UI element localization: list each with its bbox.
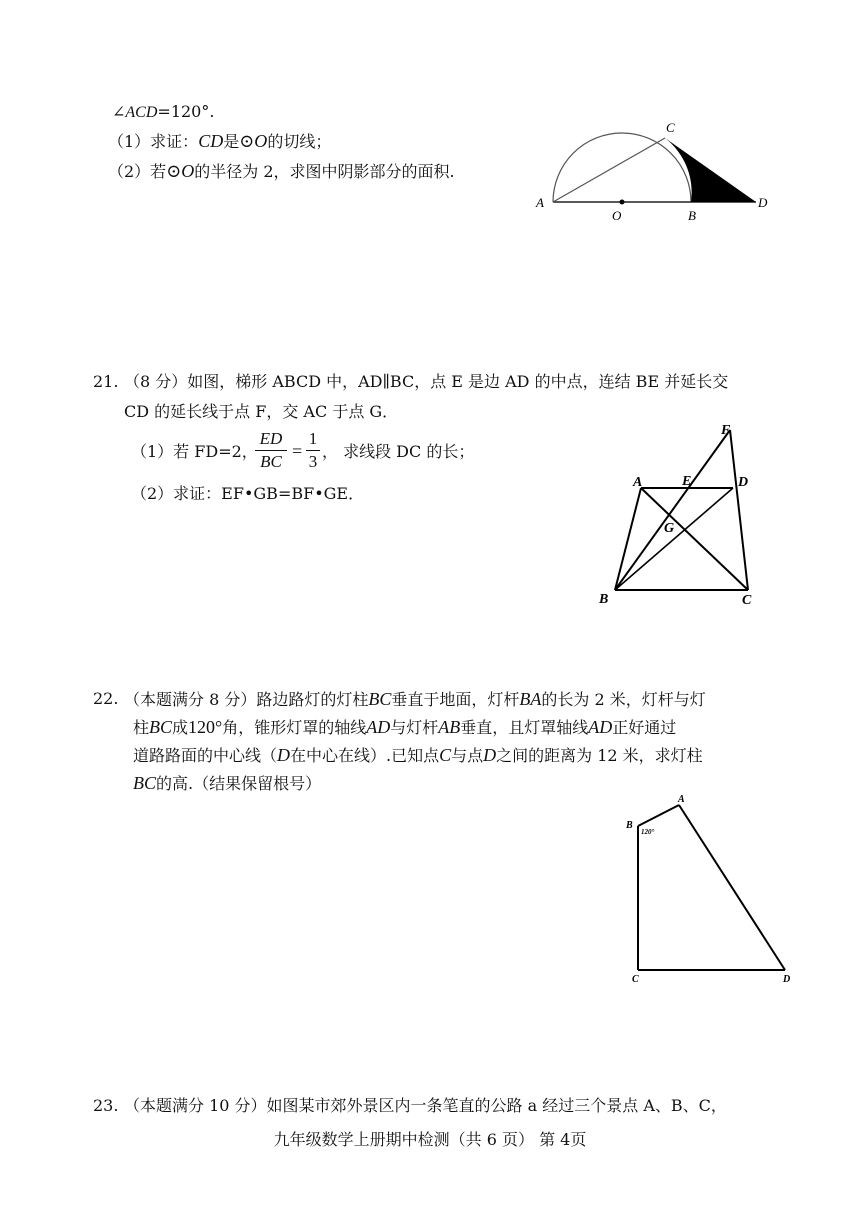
q23-line1: （本题满分 10 分）如图某市郊外景区内一条笔直的公路 a 经过三个景点 A、B、C，	[124, 1096, 727, 1115]
q21-equals: =	[292, 441, 303, 461]
q20-part1-suffix: 的切线；	[267, 132, 332, 151]
q21-label-c: C	[742, 593, 752, 608]
q21-frac2-bar	[306, 450, 320, 451]
q22-line2	[133, 716, 676, 739]
q21-line-ab	[615, 488, 641, 590]
q21-line-cf	[730, 430, 748, 590]
angle-var: ACD	[125, 104, 158, 121]
q22-l1-e: 的长为 2 米，灯杆与灯	[541, 690, 706, 709]
q22-line4	[133, 772, 321, 795]
q21-line-bf	[615, 430, 730, 590]
q22-l2-c: 成	[172, 718, 189, 737]
q21-frac2-den: 3	[308, 452, 318, 471]
q22-l2-g: 与灯杆	[390, 718, 439, 737]
q20-part1-circle: ⊙O	[239, 131, 268, 151]
q20-part2	[108, 160, 455, 183]
q21-line-bd	[615, 488, 733, 590]
q21-figure	[590, 415, 770, 610]
q22-l3-c: 在中心在线）.已知点	[290, 746, 440, 765]
q22-l1-ba: BA	[519, 689, 542, 709]
q20-chord-ac	[553, 138, 665, 202]
q22-l4-bc: BC	[133, 773, 157, 793]
q20-semicircle	[553, 133, 691, 202]
q22-l3-d: D	[277, 745, 291, 765]
q22-label-c: C	[632, 974, 639, 985]
q20-label-d: D	[758, 195, 768, 210]
angle-symbol: ∠	[112, 102, 126, 121]
q22-l1-bc: BC	[368, 689, 392, 709]
q20-center-point	[620, 200, 625, 205]
q21-part1-prefix: （1）若 FD=2，	[131, 442, 258, 461]
q20-part1-prefix: （1）求证：	[108, 132, 199, 151]
q22-l2-ad2: AD	[588, 717, 613, 737]
q21-line2: CD 的延长线于点 F，交 AC 于点 G．	[124, 402, 399, 421]
q22-l1-a: （本题满分 8 分）路边路灯的灯柱	[124, 690, 369, 709]
angle-value: =120°.	[157, 102, 215, 121]
q21-part1-suffix: ， 求线段 DC 的长；	[322, 442, 475, 461]
q20-part2-suffix: 的半径为 2，求图中阴影部分的面积.	[194, 162, 455, 181]
q22-l3-point-c: C	[439, 745, 452, 765]
q21-line-ac	[641, 488, 748, 590]
q20-part2-prefix: （2）若	[108, 162, 167, 181]
q22-line3	[133, 744, 703, 767]
q22-l2-i: 垂直，且灯罩轴线	[460, 718, 589, 737]
q20-part1-var: CD	[198, 131, 224, 151]
q21-frac1-num: ED	[259, 429, 283, 448]
q21-frac2-num: 1	[308, 429, 318, 448]
q21-number: 21.	[93, 372, 119, 391]
q20-part1-mid: 是	[223, 132, 240, 151]
q22-figure	[618, 790, 798, 990]
page-footer: 九年级数学上册期中检测（共 6 页） 第 4页	[273, 1130, 587, 1149]
q22-angle-label: 120°	[641, 828, 655, 836]
q22-l2-e: 角，锥形灯罩的轴线	[222, 718, 367, 737]
q20-shaded-region	[665, 138, 756, 202]
q22-label-a: A	[678, 794, 685, 805]
q22-l4-b: 的高.（结果保留根号）	[156, 774, 322, 793]
q21-fraction-one-third	[306, 429, 320, 472]
q21-label-b: B	[599, 592, 609, 607]
q21-part2: （2）求证：EF•GB=BF•GE．	[131, 484, 365, 503]
q22-l2-ab: AB	[438, 717, 461, 737]
q22-label-b: B	[626, 820, 633, 831]
q20-label-a: A	[536, 195, 544, 210]
q20-angle-line	[112, 101, 214, 124]
q21-label-a: A	[633, 475, 643, 490]
q22-l2-angle: 120°	[188, 717, 223, 737]
q21-label-f: F	[721, 423, 731, 438]
q20-label-o: O	[612, 208, 622, 223]
q20-label-c: C	[666, 120, 675, 135]
q20-part2-circle: ⊙O	[166, 161, 195, 181]
q22-l2-a: 柱	[133, 718, 150, 737]
q23-number: 23.	[93, 1096, 119, 1115]
q22-label-d: D	[783, 974, 791, 985]
q21-label-g: G	[664, 521, 675, 536]
q20-part1	[108, 130, 331, 153]
q22-l3-e: 与点	[451, 746, 484, 765]
q22-l3-point-d: D	[483, 745, 497, 765]
q22-l3-g: 之间的距离为 12 米，求灯柱	[496, 746, 703, 765]
q21-label-e: E	[682, 474, 692, 489]
q21-frac1-bar	[255, 450, 287, 451]
q22-line1	[124, 688, 706, 711]
q21-frac1-den: BC	[260, 452, 282, 471]
q22-l2-bc: BC	[149, 717, 173, 737]
q22-l2-ad: AD	[366, 717, 391, 737]
q22-axis-ad	[679, 805, 785, 970]
q22-l1-c: 垂直于地面，灯杆	[391, 690, 520, 709]
q22-l3-a: 道路路面的中心线（	[133, 746, 278, 765]
q21-line1: （8 分）如图，梯形 ABCD 中，AD∥BC，点 E 是边 AD 的中点，连结 BE 并延长交	[124, 372, 729, 391]
q21-fraction-ed-bc	[255, 429, 287, 472]
q22-arm-ba	[638, 805, 679, 826]
q20-label-b: B	[688, 208, 696, 223]
q21-label-d: D	[738, 475, 749, 490]
q20-figure	[530, 110, 780, 225]
q22-number: 22.	[93, 689, 119, 708]
q22-l2-k: 正好通过	[612, 718, 677, 737]
